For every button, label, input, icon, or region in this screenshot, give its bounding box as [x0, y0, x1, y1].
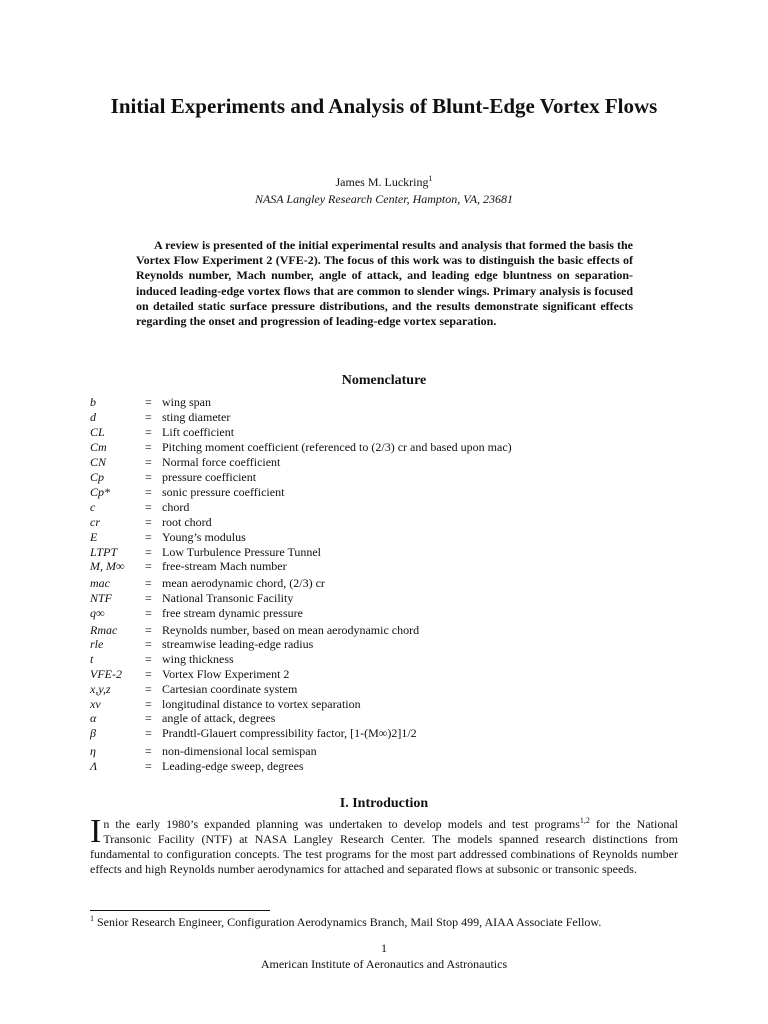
- author-name: James M. Luckring: [335, 175, 429, 189]
- nomenclature-definition: Cartesian coordinate system: [162, 681, 298, 696]
- nomenclature-definition: Reynolds number, based on mean aerodynamic chord: [162, 622, 420, 637]
- nomenclature-row: [90, 515, 690, 530]
- nomenclature-list: [90, 395, 690, 774]
- nomenclature-equals: =: [145, 500, 152, 515]
- nomenclature-equals: =: [145, 485, 152, 500]
- drop-cap: I: [90, 813, 102, 850]
- nomenclature-equals: =: [145, 622, 152, 637]
- nomenclature-row: [90, 726, 690, 744]
- nomenclature-definition: streamwise leading-edge radius: [162, 637, 314, 652]
- nomenclature-row: [90, 591, 690, 606]
- nomenclature-row: [90, 500, 690, 515]
- nomenclature-definition: Young’s modulus: [162, 529, 246, 544]
- nomenclature-definition: non-dimensional local semispan: [162, 744, 317, 759]
- nomenclature-symbol: d: [90, 409, 96, 424]
- nomenclature-symbol: M, M∞: [90, 559, 125, 574]
- nomenclature-symbol: Rmac: [90, 622, 118, 637]
- nomenclature-row: [90, 485, 690, 500]
- nomenclature-symbol: Cm: [90, 439, 107, 454]
- nomenclature-symbol: NTF: [90, 590, 113, 605]
- nomenclature-equals: =: [145, 454, 152, 469]
- nomenclature-definition: sting diameter: [162, 409, 231, 424]
- intro-text-b: for the National Transonic Facility (NTF) at NASA Langley Research Center. The models spanned research distinctions from fundamental to configuration concepts. The test programs for the most part addressed combinations of Reynolds number effects and high Reynolds number aerodynamics for attached and separated flows at subsonic or transonic speeds.: [90, 817, 678, 876]
- nomenclature-row: [90, 682, 690, 697]
- nomenclature-row: [90, 470, 690, 485]
- nomenclature-definition: sonic pressure coefficient: [162, 485, 285, 500]
- nomenclature-row: [90, 410, 690, 425]
- nomenclature-row: [90, 395, 690, 410]
- author-line: [0, 175, 768, 190]
- nomenclature-symbol: xv: [90, 696, 101, 711]
- nomenclature-symbol: CL: [90, 424, 105, 439]
- nomenclature-equals: =: [145, 529, 152, 544]
- nomenclature-definition: Vortex Flow Experiment 2: [162, 666, 290, 681]
- nomenclature-row: [90, 576, 690, 591]
- nomenclature-row: [90, 545, 690, 560]
- nomenclature-row: [90, 652, 690, 667]
- nomenclature-symbol: x,y,z: [90, 681, 111, 696]
- nomenclature-symbol: rle: [90, 637, 104, 652]
- intro-text-a: n the early 1980’s expanded planning was undertaken to develop models and test programs: [103, 817, 580, 831]
- nomenclature-heading: Nomenclature: [341, 373, 427, 388]
- nomenclature-symbol: CN: [90, 454, 107, 469]
- nomenclature-row: [90, 637, 690, 652]
- nomenclature-equals: =: [145, 666, 152, 681]
- page-number: 1: [381, 941, 387, 955]
- nomenclature-symbol: cr: [90, 514, 100, 529]
- nomenclature-symbol: q∞: [90, 605, 105, 620]
- author-affiliation: NASA Langley Research Center, Hampton, VA, 23681: [254, 192, 514, 206]
- nomenclature-definition: Pitching moment coefficient (referenced to (2/3) cr and based upon mac): [162, 439, 512, 454]
- footnote-rule: [90, 910, 270, 911]
- nomenclature-symbol: Cp*: [90, 485, 111, 500]
- nomenclature-symbol: t: [90, 652, 94, 667]
- nomenclature-equals: =: [145, 711, 152, 726]
- footnote: [90, 915, 678, 930]
- intro-refs: 1,2: [579, 816, 590, 825]
- nomenclature-definition: Prandtl-Glauert compressibility factor, [1-(M∞)2]1/2: [162, 726, 417, 741]
- abstract: A review is presented of the initial experimental results and analysis that formed the basis the Vortex Flow Experiment 2 (VFE-2). The focus of this work was to distinguish the basic effects of Reynolds number, Mach number, angle of attack, and leading edge bluntness on separation-induced leading-edge vortex flows that are common to slender wings. Primary analysis is focused on detailed static surface pressure distributions, and the results demonstrate significant effects regarding the onset and progression of leading-edge vortex separation.: [136, 238, 633, 329]
- nomenclature-equals: =: [145, 590, 152, 605]
- nomenclature-equals: =: [145, 605, 152, 620]
- nomenclature-definition: wing span: [162, 395, 211, 409]
- nomenclature-symbol: Λ: [90, 759, 98, 774]
- introduction-heading: I. Introduction: [339, 796, 429, 811]
- nomenclature-equals: =: [145, 696, 152, 711]
- nomenclature-definition: angle of attack, degrees: [162, 711, 276, 726]
- nomenclature-equals: =: [145, 439, 152, 454]
- nomenclature-equals: =: [145, 726, 152, 741]
- nomenclature-equals: =: [145, 424, 152, 439]
- nomenclature-equals: =: [145, 544, 152, 559]
- nomenclature-symbol: b: [90, 395, 96, 409]
- footnote-mark: 1: [90, 914, 94, 923]
- nomenclature-row: [90, 744, 690, 759]
- nomenclature-row: [90, 697, 690, 712]
- nomenclature-row: [90, 440, 690, 455]
- nomenclature-row: [90, 530, 690, 545]
- nomenclature-symbol: α: [90, 711, 97, 726]
- nomenclature-definition: free-stream Mach number: [162, 559, 287, 574]
- nomenclature-symbol: Cp: [90, 470, 105, 485]
- nomenclature-row: [90, 759, 690, 774]
- nomenclature-symbol: LTPT: [90, 544, 118, 559]
- nomenclature-row: [90, 711, 690, 726]
- nomenclature-definition: longitudinal distance to vortex separation: [162, 696, 361, 711]
- nomenclature-definition: chord: [162, 500, 190, 515]
- nomenclature-row: [90, 606, 690, 623]
- nomenclature-definition: wing thickness: [162, 652, 234, 667]
- nomenclature-row: [90, 667, 690, 682]
- nomenclature-symbol: η: [90, 744, 96, 759]
- nomenclature-equals: =: [145, 470, 152, 485]
- nomenclature-definition: mean aerodynamic chord, (2/3) cr: [162, 576, 325, 591]
- page-footer: American Institute of Aeronautics and Astronautics: [260, 957, 508, 971]
- nomenclature-definition: Leading-edge sweep, degrees: [162, 759, 304, 774]
- nomenclature-equals: =: [145, 559, 152, 574]
- nomenclature-definition: free stream dynamic pressure: [162, 605, 303, 620]
- nomenclature-definition: Normal force coefficient: [162, 454, 281, 469]
- nomenclature-definition: root chord: [162, 514, 212, 529]
- nomenclature-row: [90, 425, 690, 440]
- nomenclature-definition: Low Turbulence Pressure Tunnel: [162, 544, 322, 559]
- nomenclature-definition: Lift coefficient: [162, 424, 235, 439]
- nomenclature-equals: =: [145, 744, 152, 759]
- nomenclature-equals: =: [145, 409, 152, 424]
- nomenclature-symbol: E: [90, 529, 98, 544]
- nomenclature-equals: =: [145, 576, 152, 591]
- nomenclature-definition: pressure coefficient: [162, 470, 257, 485]
- nomenclature-row: [90, 455, 690, 470]
- nomenclature-row: [90, 623, 690, 638]
- nomenclature-equals: =: [145, 681, 152, 696]
- nomenclature-symbol: mac: [90, 576, 110, 591]
- nomenclature-symbol: c: [90, 500, 96, 515]
- paper-title: Initial Experiments and Analysis of Blunt-Edge Vortex Flows: [110, 94, 658, 118]
- nomenclature-definition: National Transonic Facility: [162, 590, 294, 605]
- nomenclature-symbol: β: [90, 726, 96, 741]
- nomenclature-equals: =: [145, 637, 152, 652]
- author-footnote-mark: 1: [428, 174, 433, 183]
- nomenclature-equals: =: [145, 395, 152, 409]
- nomenclature-equals: =: [145, 759, 152, 774]
- nomenclature-row: [90, 559, 690, 576]
- footnote-text: Senior Research Engineer, Configuration Aerodynamics Branch, Mail Stop 499, AIAA Associate Fellow.: [94, 915, 602, 929]
- nomenclature-equals: =: [145, 652, 152, 667]
- introduction-paragraph: [90, 813, 678, 877]
- nomenclature-equals: =: [145, 514, 152, 529]
- nomenclature-symbol: VFE-2: [90, 666, 122, 681]
